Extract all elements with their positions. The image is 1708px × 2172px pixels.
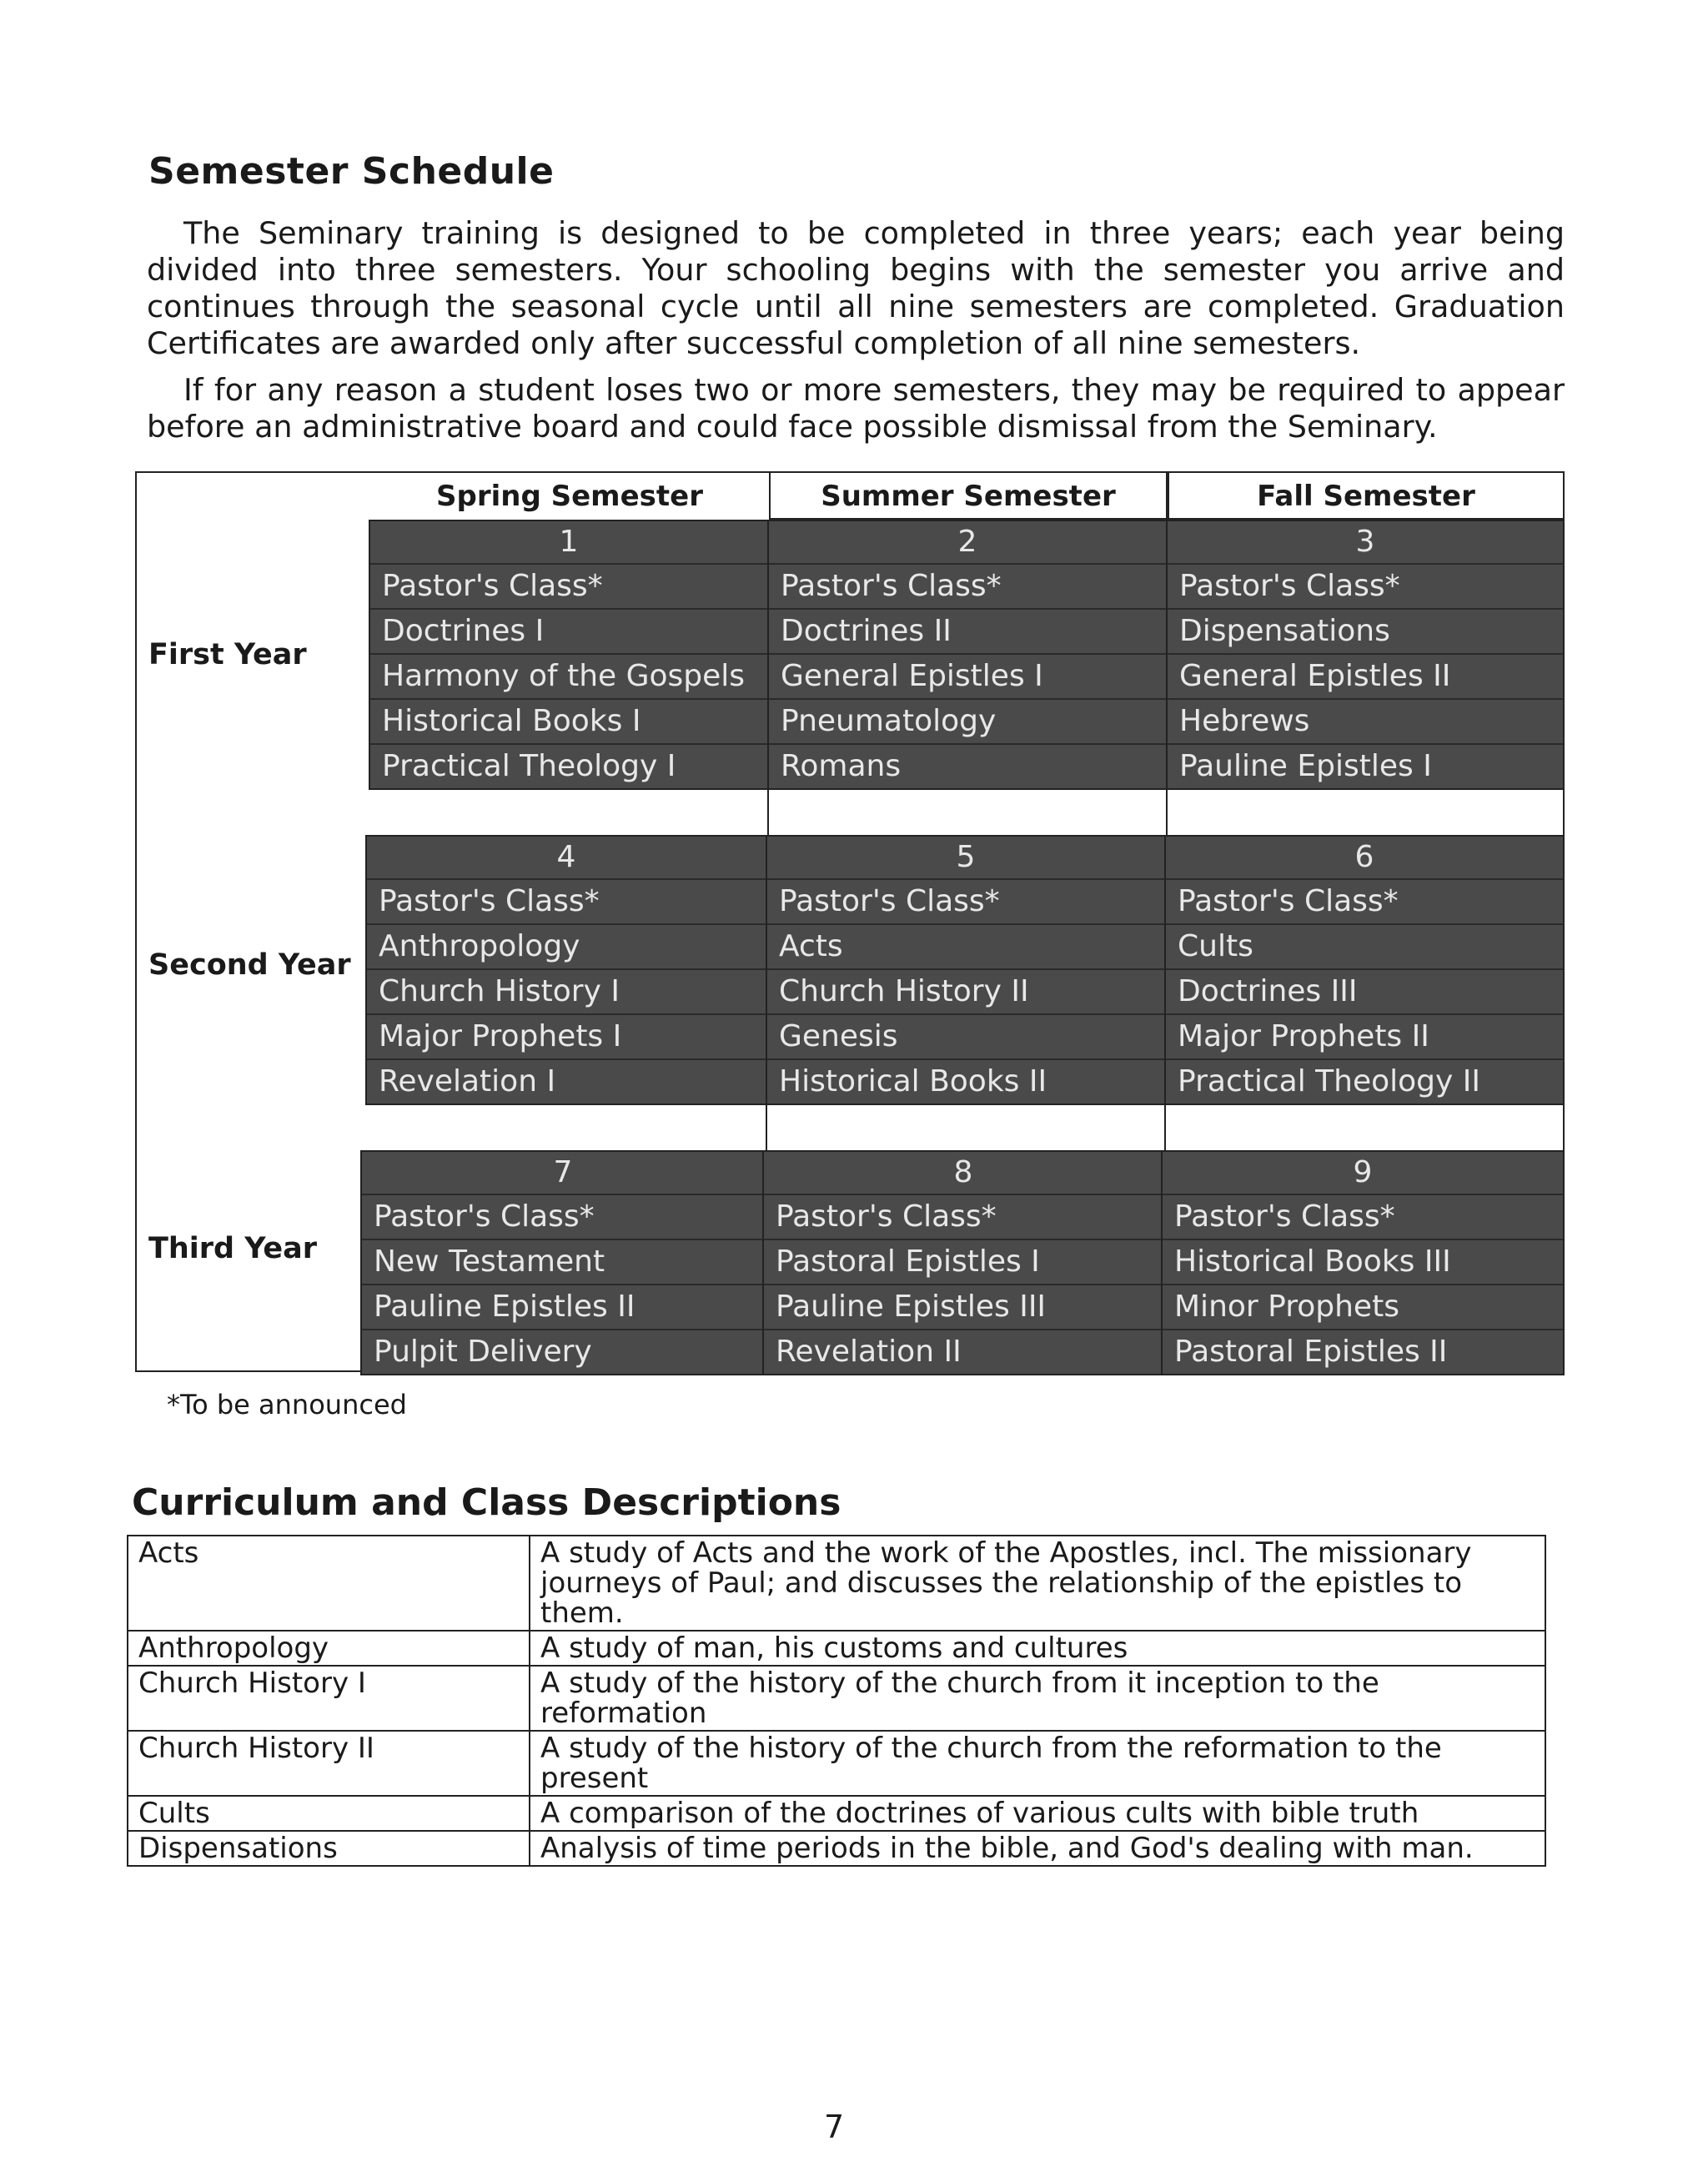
class-item: Church History II	[767, 970, 1164, 1015]
semester-number: 2	[769, 521, 1166, 565]
class-item: Pastor's Class*	[1168, 565, 1563, 610]
class-description: A study of the history of the church from it inception to the reformation	[530, 1666, 1545, 1731]
semester-block	[369, 520, 769, 790]
footnote: *To be announced	[167, 1389, 407, 1420]
class-item: Pneumatology	[769, 700, 1166, 745]
class-item: Dispensations	[1168, 610, 1563, 655]
class-item: Church History I	[367, 970, 766, 1015]
class-item: Anthropology	[367, 925, 766, 970]
class-item: Historical Books III	[1163, 1240, 1563, 1285]
class-description: A study of Acts and the work of the Apostles, incl. The missionary journeys of Paul; and discusses the relationship of the epistles to them.	[530, 1536, 1545, 1631]
semester-number: 9	[1163, 1152, 1563, 1195]
semester-block	[360, 1150, 766, 1375]
intro-paragraph: If for any reason a student loses two or more semesters, they may be required to appear before an administrative board and could face possible dismissal from the Seminary.	[147, 372, 1565, 445]
class-name: Church History II	[128, 1731, 530, 1796]
class-item: General Epistles I	[769, 655, 1166, 700]
semester-block	[767, 520, 1168, 790]
class-item: Genesis	[767, 1015, 1164, 1060]
semester-schedule-table	[135, 471, 1565, 1372]
class-item: Pastor's Class*	[1163, 1195, 1563, 1240]
class-item: Pastoral Epistles II	[1174, 1335, 1448, 1369]
semester-number: 1	[370, 521, 767, 565]
class-description: A study of man, his customs and cultures	[530, 1631, 1545, 1666]
class-description: A comparison of the doctrines of various cults with bible truth	[530, 1796, 1545, 1831]
table-row	[128, 1831, 1545, 1866]
class-item: Major Prophets I	[367, 1015, 766, 1060]
class-item: Pulpit Delivery	[374, 1335, 592, 1369]
class-description: Analysis of time periods in the bible, and God's dealing with man.	[530, 1831, 1545, 1866]
class-item: Pastor's Class*	[1166, 880, 1563, 925]
class-item: Revelation II	[776, 1335, 962, 1369]
class-item: Pastor's Class*	[764, 1195, 1163, 1240]
class-item: Harmony of the Gospels	[370, 655, 767, 700]
intro-paragraph: The Seminary training is designed to be completed in three years; each year being divided into three semesters. Your schooling begins with the semester you arrive and continues through the seasonal cycle until all nine semesters are completed. Graduation Certificates are awarded only after successful completion of all nine semesters.	[147, 215, 1565, 361]
class-item: Pastor's Class*	[767, 880, 1164, 925]
class-item: Pastor's Class*	[769, 565, 1166, 610]
class-item: Acts	[767, 925, 1164, 970]
class-item: Practical Theology I	[382, 749, 676, 783]
header-summer: Summer Semester	[769, 473, 1168, 520]
semester-number: 3	[1168, 521, 1563, 565]
class-name: Cults	[128, 1796, 530, 1831]
spacer-cell	[1164, 1100, 1565, 1150]
table-row	[128, 1666, 1545, 1731]
class-item: Historical Books I	[370, 700, 767, 745]
semester-block	[1164, 835, 1565, 1105]
semester-number: 4	[367, 837, 766, 880]
class-item: Pauline Epistles I	[1179, 749, 1432, 783]
class-name: Anthropology	[128, 1631, 530, 1666]
class-item: Doctrines III	[1166, 970, 1563, 1015]
semester-block	[766, 835, 1166, 1105]
class-item: General Epistles II	[1168, 655, 1563, 700]
class-item: Major Prophets II	[1166, 1015, 1563, 1060]
class-item: Pastoral Epistles I	[764, 1240, 1163, 1285]
semester-number: 8	[764, 1152, 1163, 1195]
semester-number: 7	[362, 1152, 764, 1195]
header-spring: Spring Semester	[436, 480, 703, 513]
class-description: A study of the history of the church from the reformation to the present	[530, 1731, 1545, 1796]
intro-text	[147, 215, 1565, 455]
class-item: New Testament	[362, 1240, 764, 1285]
semester-block	[1166, 520, 1565, 790]
spacer-cell	[767, 785, 1168, 835]
class-item: Historical Books II	[779, 1064, 1047, 1099]
header-fall: Fall Semester	[1168, 473, 1565, 520]
spacer-cell	[766, 1100, 1166, 1150]
table-row	[128, 1631, 1545, 1666]
class-item: Hebrews	[1168, 700, 1563, 745]
spacer-cell	[1166, 785, 1565, 835]
class-name: Dispensations	[128, 1831, 530, 1866]
class-item: Pauline Epistles II	[362, 1285, 764, 1330]
class-item: Minor Prophets	[1163, 1285, 1563, 1330]
class-item: Pastor's Class*	[367, 880, 766, 925]
table-row	[128, 1796, 1545, 1831]
table-row	[128, 1731, 1545, 1796]
class-item: Pauline Epistles III	[764, 1285, 1163, 1330]
curriculum-title: Curriculum and Class Descriptions	[132, 1481, 841, 1524]
class-item: Revelation I	[379, 1064, 556, 1099]
semester-block	[365, 835, 767, 1105]
table-row	[128, 1536, 1545, 1631]
semester-number: 5	[767, 837, 1164, 880]
semester-block	[762, 1150, 1164, 1375]
class-name: Acts	[128, 1536, 530, 1631]
year-label: First Year	[148, 638, 307, 671]
class-item: Pastor's Class*	[362, 1195, 764, 1240]
page-number: 7	[824, 2109, 845, 2145]
semester-number: 6	[1166, 837, 1563, 880]
class-item: Cults	[1166, 925, 1563, 970]
class-item: Romans	[781, 749, 902, 783]
class-name: Church History I	[128, 1666, 530, 1731]
class-item: Practical Theology II	[1178, 1064, 1480, 1099]
semester-block	[1161, 1150, 1565, 1375]
class-item: Pastor's Class*	[370, 565, 767, 610]
semester-schedule-title: Semester Schedule	[148, 150, 555, 193]
class-item: Doctrines II	[769, 610, 1166, 655]
year-label: Third Year	[148, 1232, 318, 1265]
year-label: Second Year	[148, 948, 351, 982]
curriculum-table	[127, 1535, 1546, 1867]
class-item: Doctrines I	[370, 610, 767, 655]
